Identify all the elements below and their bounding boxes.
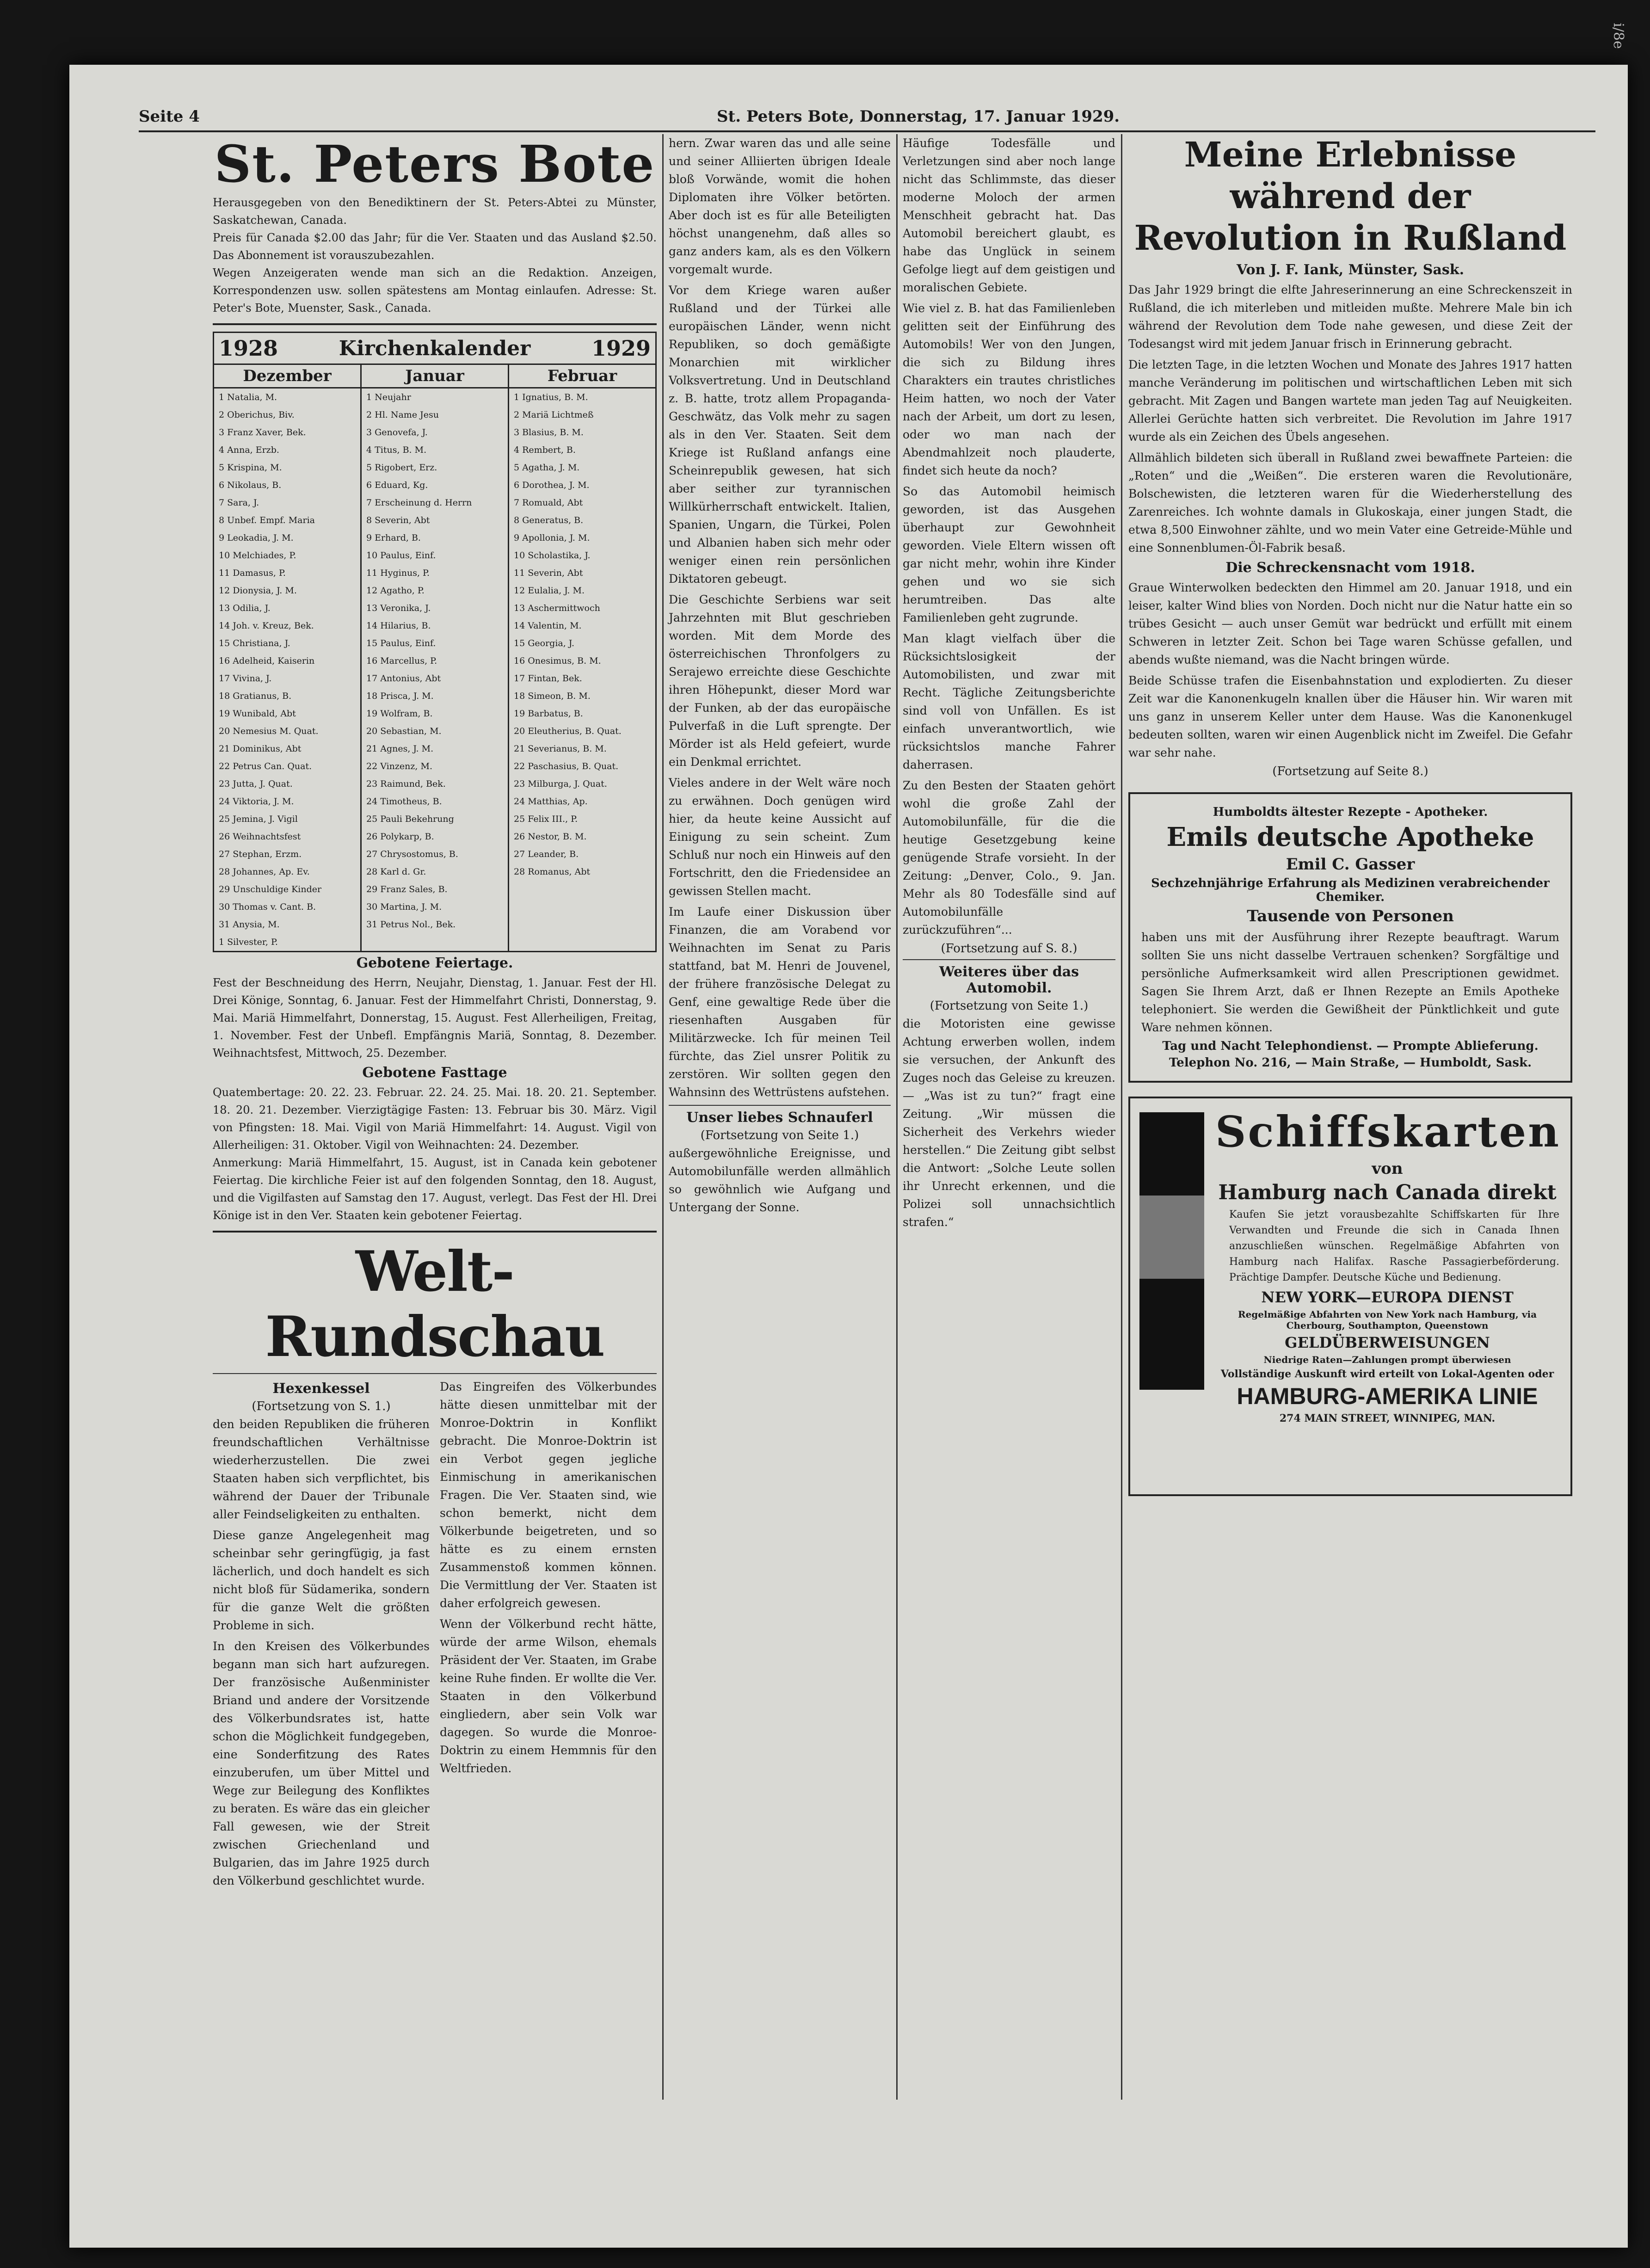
calendar-day: 11 Severin, Abt bbox=[514, 568, 583, 578]
calendar-day: 12 Dionysia, J. M. bbox=[219, 585, 297, 596]
calendar-day: 23 Jutta, J. Quat. bbox=[219, 779, 293, 789]
calendar-day: 19 Barbatus, B. bbox=[514, 709, 583, 719]
calendar-day: 1 Ignatius, B. M. bbox=[514, 392, 588, 402]
ad-title: Schiffskarten bbox=[1215, 1107, 1561, 1157]
hexenkessel-title: Hexenkessel bbox=[272, 1381, 370, 1397]
calendar-day: 1 Natalia, M. bbox=[219, 392, 277, 402]
calendar-day: 31 Petrus Nol., Bek. bbox=[366, 919, 456, 930]
automobil-cont: (Fortsetzung von Seite 1.) bbox=[930, 999, 1089, 1013]
ad-money: GELDÜBERWEISUNGEN bbox=[1285, 1334, 1490, 1351]
calendar-day: 29 Unschuldige Kinder bbox=[219, 884, 322, 894]
masthead-title: St. Peters Bote bbox=[214, 134, 655, 194]
article-paragraph: Im Laufe einer Diskussion über Finanzen, die am Vorabend vor Weihnachten im Senat zu Paris stattfand, bat M. Henri de Jouvenel, der frühere französische Delegat zu Genf, eine gewaltige Rede über die riesenhaften Ausgaben für Militärzwecke. Ich für meinen Teil fürchte, das Ziel unsrer Politik zu zerstören. Wir sollten gegen den Wahnsinn des Wettrüstens aufstehen. bbox=[669, 905, 891, 1099]
ad-company: HAMBURG-AMERIKA LINIE bbox=[1237, 1383, 1538, 1409]
calendar-day: 22 Paschasius, B. Quat. bbox=[514, 761, 619, 771]
calendar-day: 26 Polykarp, B. bbox=[366, 832, 434, 842]
ad-text: haben uns mit der Ausführung ihrer Rezepte beauftragt. Warum sollten Sie uns nicht dasselbe Vertrauen schenken? Sorgfältige und persönliche Aufmerksamkeit wird allen Prescriptionen gewidmet. Sagen Sie Ihrem Arzt, daß er Ihnen Rezepte an Emils Apotheke telephoniert. Sie werden die Gewißheit der Pünktlichkeit und gute Ware nehmen können. bbox=[1141, 931, 1559, 1034]
calendar-day: 13 Aschermittwoch bbox=[514, 603, 600, 613]
article-paragraph: Vieles andere in der Welt wäre noch zu erwähnen. Doch genügen wird hier, da heute keine Aussicht auf Einigung zu sein scheint. Zum Schluß nur noch ein Hinweis auf den Fortschritt, den die Friedensidee an gewissen Stellen macht. bbox=[669, 776, 891, 898]
calendar-day: 5 Krispina, M. bbox=[219, 462, 282, 473]
article-paragraph: Man klagt vielfach über die Rücksichtslosigkeit der Automobilisten, und zwar mit Recht. Tägliche Zeitungsberichte sind voll von Unfällen. Es ist einfach unverantwortlich, wie rücksichtslos manche Fahrer daherrasen. bbox=[903, 632, 1115, 771]
page-number: Seite 4 bbox=[139, 107, 200, 126]
ad-subheading: Tausende von Personen bbox=[1247, 907, 1454, 925]
calendar-day: 3 Blasius, B. M. bbox=[514, 427, 584, 438]
calendar-day: 2 Oberichus, Biv. bbox=[219, 410, 295, 420]
calendar-day: 22 Vinzenz, M. bbox=[366, 761, 432, 771]
calendar-day: 18 Prisca, J. M. bbox=[366, 691, 434, 701]
calendar-year-left: 1928 bbox=[219, 336, 278, 361]
month-name: Februar bbox=[509, 365, 655, 388]
calendar-day: 24 Timotheus, B. bbox=[366, 796, 442, 807]
ad-info: Vollständige Auskunft wird erteilt von Lokal-Agenten oder bbox=[1220, 1368, 1554, 1380]
article-paragraph: den beiden Republiken die früheren freundschaftlichen Verhältnisse wiederherzustellen. Die zwei Staaten haben sich verpflichtet, bis während der Dauer der Tribunale aller Feindseligkeiten zu enthalten. bbox=[213, 1418, 430, 1521]
ad-service: Tag und Nacht Telephondienst. — Prompte Ablieferung. bbox=[1162, 1039, 1539, 1053]
calendar-day: 14 Joh. v. Kreuz, Bek. bbox=[219, 621, 314, 631]
calendar-day: 24 Matthias, Ap. bbox=[514, 796, 588, 807]
calendar-day: 16 Onesimus, B. M. bbox=[514, 656, 601, 666]
revolution-cont: (Fortsetzung auf Seite 8.) bbox=[1272, 764, 1428, 778]
ad-kicker: Humboldts ältester Rezepte - Apotheker. bbox=[1213, 805, 1488, 819]
ad-service: NEW YORK—EUROPA DIENST bbox=[1261, 1288, 1514, 1306]
month-name: Januar bbox=[362, 365, 508, 388]
ad-address: 274 MAIN STREET, WINNIPEG, MAN. bbox=[1279, 1412, 1496, 1424]
calendar-day: 25 Pauli Bekehrung bbox=[366, 814, 454, 824]
calendar-year-right: 1929 bbox=[591, 336, 651, 361]
ad-money-note: Niedrige Raten—Zahlungen prompt überwiesen bbox=[1263, 1354, 1511, 1365]
article-paragraph: Das Jahr 1929 bringt die elfte Jahreserinnerung an eine Schreckenszeit in Rußland, die ich miterleben und mitleiden mußte. Mehrere Male bin ich während der Revolution dem Tode nahe gewesen, und diese Zeit der Todesangst wird mit jedem Januar frisch in Erinnerung gebracht. bbox=[1128, 283, 1572, 351]
masthead-price: Preis für Canada $2.00 das Jahr; für die Ver. Staaten und das Ausland $2.50. Das Abonnement ist vorauszubezahlen. bbox=[213, 231, 657, 262]
calendar-day: 11 Hyginus, P. bbox=[366, 568, 430, 578]
column-2 bbox=[669, 134, 891, 1219]
calendar-day: 9 Apollonia, J. M. bbox=[514, 533, 590, 543]
calendar-day: 26 Nestor, B. M. bbox=[514, 832, 587, 842]
column-4 bbox=[1128, 134, 1572, 1496]
article-paragraph: Die letzten Tage, in die letzten Wochen und Monate des Jahres 1917 hatten manche Veränderung im politischen und wirtschaftlichen Leben mit sich gebracht. Mit Zagen und Bangen wartete man jeden Tag auf Neuigkeiten. Allerlei Gerüchte hatten sich verbreitet. Die Revolution im Jahre 1917 wurde als ein Zeichen des Übels angesehen. bbox=[1128, 358, 1572, 444]
calendar-day: 8 Unbef. Empf. Maria bbox=[219, 515, 315, 525]
calendar-day: 16 Marcellus, P. bbox=[366, 656, 437, 666]
calendar-day: 4 Rembert, B. bbox=[514, 445, 576, 455]
calendar-day: 6 Dorothea, J. M. bbox=[514, 480, 590, 490]
calendar-day: 7 Romuald, Abt bbox=[514, 498, 583, 508]
calendar-day: 3 Genovefa, J. bbox=[366, 427, 428, 438]
schiffskarten-ad bbox=[1128, 1097, 1572, 1496]
calendar-day: 19 Wolfram, B. bbox=[366, 709, 433, 719]
calendar-month-february bbox=[509, 365, 655, 951]
calendar-day: 16 Adelheid, Kaiserin bbox=[219, 656, 315, 666]
calendar-day: 12 Agatho, P. bbox=[366, 585, 425, 596]
feasts-note: Anmerkung: Mariä Himmelfahrt, 15. August, ist in Canada kein gebotener Feiertag. Die kirchliche Feier ist auf den folgenden Sonntag, den 18. August, und die Vigilfasten auf Samstag den 17. August, verlegt. Das Fest der Hl. Drei Könige ist in den Ver. Staaten kein gebotener Feiertag. bbox=[213, 1156, 657, 1222]
fasts-title: Gebotene Fasttage bbox=[362, 1065, 507, 1081]
calendar-day: 10 Scholastika, J. bbox=[514, 550, 591, 561]
calendar-day: 21 Severianus, B. M. bbox=[514, 744, 607, 754]
calendar-day: 28 Karl d. Gr. bbox=[366, 867, 426, 877]
calendar-day: 15 Christiana, J. bbox=[219, 638, 290, 648]
calendar-day: 4 Titus, B. M. bbox=[366, 445, 427, 455]
calendar-title: Kirchenkalender bbox=[339, 336, 531, 360]
calendar-day: 20 Nemesius M. Quat. bbox=[219, 726, 319, 736]
calendar-day: 2 Mariä Lichtmeß bbox=[514, 410, 594, 420]
article-paragraph: Das Eingreifen des Völkerbundes hätte diesen unmittelbar mit der Monroe-Doktrin in Konflikt gebracht. Die Monroe-Doktrin ist ein Verbot gegen jegliche Einmischung in amerikanischen Fragen. Die Ver. Staaten sind, wie schon bemerkt, nicht dem Völkerbunde beigetreten, und so hätte es zu einem ernsten Zusammenstoß kommen können. Die Vermittlung der Ver. Staaten ist daher erfolgreich gewesen. bbox=[440, 1380, 657, 1610]
article-paragraph: Zu den Besten der Staaten gehört wohl die große Zahl der Automobilunfälle, für die die heutige Gesetzgebung keine genügende Strafe vorsieht. In der Zeitung: „Denver, Colo., 9. Jan. Mehr als 80 Todesfälle sind auf Automobilunfälle zurückzuführen“... bbox=[903, 779, 1115, 937]
calendar-day: 5 Agatha, J. M. bbox=[514, 462, 580, 473]
article-paragraph: außergewöhnliche Ereignisse, und Automobilunfälle werden allmählich so gewöhnlich wie Aufgang und Untergang der Sonne. bbox=[669, 1146, 891, 1214]
calendar-day: 23 Raimund, Bek. bbox=[366, 779, 446, 789]
church-calendar bbox=[213, 332, 657, 952]
calendar-day: 18 Gratianus, B. bbox=[219, 691, 292, 701]
calendar-day: 9 Leokadia, J. M. bbox=[219, 533, 294, 543]
calendar-day: 21 Dominikus, Abt bbox=[219, 744, 302, 754]
calendar-day: 1 Silvester, P. bbox=[219, 937, 278, 947]
calendar-day: 4 Anna, Erzb. bbox=[219, 445, 279, 455]
calendar-day: 28 Johannes, Ap. Ev. bbox=[219, 867, 310, 877]
automobil-title: Weiteres über das Automobil. bbox=[939, 964, 1079, 996]
calendar-day: 24 Viktoria, J. M. bbox=[219, 796, 294, 807]
feasts-text: Fest der Beschneidung des Herrn, Neujahr, Dienstag, 1. Januar. Fest der Hl. Drei Könige, Sonntag, 6. Januar. Fest der Himmelfahrt Christi, Donnerstag, 9. Mai. Mariä Himmelfahrt, Donnerstag, 15. August. Fest Allerheiligen, Freitag, 1. November. Fest der Unbefl. Empfängnis Mariä, Sonntag, 8. Dezember. Weihnachtsfest, Mittwoch, 25. Dezember. bbox=[213, 976, 657, 1060]
calendar-day: 27 Leander, B. bbox=[514, 849, 579, 859]
calendar-day: 8 Severin, Abt bbox=[366, 515, 430, 525]
calendar-day: 2 Hl. Name Jesu bbox=[366, 410, 439, 420]
calendar-day: 31 Anysia, M. bbox=[219, 919, 280, 930]
calendar-day: 12 Eulalia, J. M. bbox=[514, 585, 585, 596]
calendar-day: 27 Stephan, Erzm. bbox=[219, 849, 302, 859]
apotheke-ad bbox=[1128, 792, 1572, 1083]
calendar-month-january bbox=[362, 365, 509, 951]
calendar-day: 10 Paulus, Einf. bbox=[366, 550, 436, 561]
article-paragraph: Allmählich bildeten sich überall in Rußland zwei bewaffnete Parteien: die „Roten“ und die „Weißen“. Die ersteren waren die Revolutionäre, Bolschewisten, die letzteren waren für die Wiederherstellung des Zarenreiches. Ich wohnte damals in Glukoskaja, einer jungen Stadt, die etwa 8,500 Einwohner zählte, und wo mein Vater eine Getreide-Mühle und eine Sonnenblumen-Öl-Fabrik besaß. bbox=[1128, 451, 1572, 555]
article-paragraph: Wenn der Völkerbund recht hätte, würde der arme Wilson, ehemals Präsident der Ver. Staaten, im Grabe keine Ruhe finden. Er wollte die Ver. Staaten in den Völkerbund eingliedern, aber sein Volk war dagegen. So wurde die Monroe-Doktrin zu einem Hemmnis für den Weltfrieden. bbox=[440, 1617, 657, 1775]
schnauferl-cont: (Fortsetzung von Seite 1.) bbox=[700, 1128, 859, 1142]
month-rows bbox=[214, 388, 360, 951]
calendar-day: 18 Simeon, B. M. bbox=[514, 691, 591, 701]
calendar-day: 28 Romanus, Abt bbox=[514, 867, 591, 877]
calendar-day: 15 Paulus, Einf. bbox=[366, 638, 436, 648]
ad-experience: Sechzehnjährige Erfahrung als Medizinen verabreichender Chemiker. bbox=[1151, 876, 1550, 904]
calendar-day: 3 Franz Xaver, Bek. bbox=[219, 427, 306, 438]
article-paragraph: So das Automobil heimisch geworden, ist das Ausgehen überhaupt zur Gewohnheit geworden. Viele Eltern wissen oft gar nicht mehr, wohin ihre Kinder gehen und wo sie sich herumtreiben. Das alte Familienleben geht zugrunde. bbox=[903, 485, 1115, 624]
calendar-day: 27 Chrysostomus, B. bbox=[366, 849, 458, 859]
calendar-day: 7 Sara, J. bbox=[219, 498, 259, 508]
calendar-day: 17 Antonius, Abt bbox=[366, 673, 441, 684]
calendar-day: 11 Damasus, P. bbox=[219, 568, 286, 578]
calendar-day: 20 Eleutherius, B. Quat. bbox=[514, 726, 622, 736]
calendar-day: 22 Petrus Can. Quat. bbox=[219, 761, 312, 771]
calendar-day: 14 Valentin, M. bbox=[514, 621, 582, 631]
welt-rundschau-heading: Welt-Rundschau bbox=[265, 1239, 604, 1369]
page-header bbox=[139, 103, 1595, 132]
calendar-day: 13 Veronika, J. bbox=[366, 603, 431, 613]
revolution-byline: Von J. F. Iank, Münster, Sask. bbox=[1236, 262, 1465, 278]
header-title: St. Peters Bote, Donnerstag, 17. Januar 1929. bbox=[717, 107, 1120, 126]
ad-von: von bbox=[1372, 1159, 1403, 1178]
calendar-day: 8 Generatus, B. bbox=[514, 515, 584, 525]
feasts-title: Gebotene Feiertage. bbox=[356, 955, 513, 971]
calendar-day: 6 Eduard, Kg. bbox=[366, 480, 428, 490]
hexenkessel-cont: (Fortsetzung von S. 1.) bbox=[252, 1399, 391, 1413]
fasts-text: Quatembertage: 20. 22. 23. Februar. 22. 24. 25. Mai. 18. 20. 21. September. 18. 20. 21. Dezember. Vierzigtägige Fasten: 13. Februar bis 30. März. Vigil von Pfingsten: 18. Mai. Vigil von Mariä Himmelfahrt: 14. August. Vigil von Allerheiligen: 31. Oktober. Vigil von Weihnachten: 24. Dezember. bbox=[213, 1086, 657, 1152]
calendar-day: 30 Martina, J. M. bbox=[366, 902, 442, 912]
calendar-day: 23 Milburga, J. Quat. bbox=[514, 779, 607, 789]
calendar-day: 30 Thomas v. Cant. B. bbox=[219, 902, 316, 912]
calendar-day: 25 Felix III., P. bbox=[514, 814, 578, 824]
calendar-day: 14 Hilarius, B. bbox=[366, 621, 431, 631]
calendar-day: 9 Erhard, B. bbox=[366, 533, 421, 543]
ad-telephone: Telephon No. 216, — Main Straße, — Humboldt, Sask. bbox=[1169, 1056, 1532, 1070]
calendar-day: 1 Neujahr bbox=[366, 392, 411, 402]
article-paragraph: In den Kreisen des Völkerbundes begann man sich hart aufzuregen. Der französische Außenminister Briand und andere der Vorsitzende des Völkerbundsrates ist, hatte schon die Möglichkeit fundgegeben, eine Sonderfitzung des Rates einzuberufen, um über Mittel und Wege zur Beilegung des Konfliktes zu beraten. Es wäre das ein gleicher Fall gewesen, wie der Streit zwischen Griechenland und Bulgarien, das im Jahre 1925 durch den Völkerbund geschlichtet wurde. bbox=[213, 1639, 430, 1887]
article-paragraph: Beide Schüsse trafen die Eisenbahnstation und explodierten. Zu dieser Zeit war die Kanonenkugeln knallen über die Häuser hin. Wir waren mit uns ganz in unserem Keller unter dem Hause. Was die Kanonenkugel bedeuten sollten, waren wir einen Augenblick nicht im Zweifel. Die Gefahr war sehr nahe. bbox=[1128, 674, 1572, 759]
article-paragraph: die Motoristen eine gewisse Achtung erwerben wollen, indem sie versuchen, der Ankunft des Zuges noch das Geleise zu kreuzen. — „Was ist zu tun?“ fragt eine Zeitung. „Wir müssen die Sicherheit des Verkehrs wieder herstellen.“ Die Zeitung gibt selbst die Antwort: „Solche Leute sollen ihr Unrecht erkennen, und die Polizei soll unnachsichtlich strafen.“ bbox=[903, 1017, 1115, 1229]
calendar-day: 17 Vivina, J. bbox=[219, 673, 272, 684]
schnauferl-title: Unser liebes Schnauferl bbox=[686, 1109, 873, 1126]
calendar-day: 29 Franz Sales, B. bbox=[366, 884, 448, 894]
calendar-day: 5 Rigobert, Erz. bbox=[366, 462, 437, 473]
calendar-day: 10 Melchiades, P. bbox=[219, 550, 296, 561]
masthead-ads: Wegen Anzeigeraten wende man sich an die Redaktion. Anzeigen, Korrespondenzen usw. sollen spätestens am Montag einlaufen. Adresse: St. Peter's Bote, Muenster, Sask., Canada. bbox=[213, 266, 657, 314]
calendar-day: 15 Georgia, J. bbox=[514, 638, 574, 648]
calendar-day: 13 Odilia, J. bbox=[219, 603, 271, 613]
ad-owner: Emil C. Gasser bbox=[1286, 855, 1415, 874]
calendar-day: 25 Jemina, J. Vigil bbox=[219, 814, 298, 824]
article-paragraph: Häufige Todesfälle und Verletzungen sind aber noch lange nicht das Schlimmste, das dieser moderne Moloch der armen Menschheit gebracht hat. Das Automobil bereichert glaubt, es habe das Unglück in seinem Gefolge liegt auf dem geistigen und moralischen Gebiete. bbox=[903, 136, 1115, 294]
revolution-subheading: Die Schreckensnacht vom 1918. bbox=[1225, 560, 1475, 576]
column-1 bbox=[213, 134, 657, 1892]
article-paragraph: Graue Winterwolken bedeckten den Himmel am 20. Januar 1918, und ein leiser, kalter Wind blies von Norden. Doch nicht nur die Natur hatte ein so trübes Gesicht — auch unser Gemüt war bedrückt und erfüllt mit einem Schweren in letzter Zeit. Schon bei Tage waren Schüsse gefallen, und abends wußte niemand, was die Nacht bringen würde. bbox=[1128, 581, 1572, 666]
calendar-day: 26 Weihnachtsfest bbox=[219, 832, 301, 842]
calendar-day: 17 Fintan, Bek. bbox=[514, 673, 582, 684]
article-paragraph: Diese ganze Angelegenheit mag scheinbar sehr geringfügig, ja fast lächerlich, und doch handelt es sich nicht bloß für Südamerika, sondern für die ganze Welt die größten Probleme in sich. bbox=[213, 1528, 430, 1632]
article-paragraph: Wie viel z. B. hat das Familienleben gelitten seit der Einführung des Automobils! Wer von den Jungen, die sich zu Bildung ihres Charakters ein trautes christliches Heim hatten, wo noch der Vater nach der Arbeit, um dort zu lesen, oder wo man nach der Abendmahlzeit noch plauderte, findet sich heute da noch? bbox=[903, 302, 1115, 477]
month-rows bbox=[362, 388, 508, 933]
calendar-day: 20 Sebastian, M. bbox=[366, 726, 442, 736]
calendar-day: 21 Agnes, J. M. bbox=[366, 744, 434, 754]
ad-service-note: Regelmäßige Abfahrten von New York nach Hamburg, via Cherbourg, Southampton, Queenstown bbox=[1238, 1309, 1537, 1331]
flag-icon bbox=[1139, 1112, 1204, 1390]
article-paragraph: hern. Zwar waren das und alle seine und seiner Alliierten übrigen Ideale bloß Vorwände, womit die hohen Diplomaten ihre Völker betörten. Aber doch ist es für alle Beteiligten höchst unangenehm, daß alles so ganz anders kam, als es den Völkern vorgemalt wurde. bbox=[669, 136, 891, 276]
calendar-day: 7 Erscheinung d. Herrn bbox=[366, 498, 472, 508]
column-3 bbox=[903, 134, 1115, 1234]
article-paragraph: Vor dem Kriege waren außer Rußland und der Türkei alle europäischen Länder, wenn nicht Republiken, so doch gemäßigte Monarchien mit wirklicher Volksvertretung. Und in Deutschland z. B. hatte, trotz allem Propaganda-Geschwätz, das Volk mehr zu sagen als in den Ver. Staaten. Seit dem Kriege ist Rußland anfangs eine Scheinrepublik gewesen, hat sich aber seither zur tyrannischen Willkürherrschaft entwickelt. Italien, Spanien, Ungarn, die Türkei, Polen und Albanien haben sich mehr oder weniger einen rein persönlichen Diktatoren gebeugt. bbox=[669, 284, 891, 585]
side-mark: i/8e bbox=[1610, 23, 1627, 49]
calendar-day: 6 Nikolaus, B. bbox=[219, 480, 282, 490]
ad-text: Kaufen Sie jetzt vorausbezahlte Schiffskarten für Ihre Verwandten und Freunde die sich in Canada Ihnen anzuschließen wünschen. Regelmäßige Abfahrten von Hamburg nach Halifax. Rasche Passagierbeförderung. Prächtige Dampfer. Deutsche Küche und Bedienung. bbox=[1229, 1209, 1559, 1283]
ad-route: Hamburg nach Canada direkt bbox=[1218, 1181, 1557, 1204]
cont-note: (Fortsetzung auf S. 8.) bbox=[941, 942, 1077, 955]
calendar-month-december bbox=[214, 365, 362, 951]
revolution-heading: Meine Erlebnisse während der Revolution in Rußland bbox=[1134, 135, 1567, 258]
month-name: Dezember bbox=[214, 365, 360, 388]
article-paragraph: Die Geschichte Serbiens war seit Jahrzehnten mit Blut geschrieben worden. Mit dem Morde des österreichischen Thronfolgers zu Serajewo erreichte diese Geschichte ihren Höhepunkt, dieser Mord war der Funken, ab der das europäische Pulverfaß in die Luft sprengte. Der Mörder ist als Held gefeiert, wurde ein Denkmal errichtet. bbox=[669, 593, 891, 769]
calendar-day: 19 Wunibald, Abt bbox=[219, 709, 296, 719]
month-rows bbox=[509, 388, 655, 881]
ad-title: Emils deutsche Apotheke bbox=[1166, 822, 1534, 852]
masthead-publisher: Herausgegeben von den Benediktinern der St. Peters-Abtei zu Münster, Saskatchewan, Canada. bbox=[213, 196, 657, 227]
